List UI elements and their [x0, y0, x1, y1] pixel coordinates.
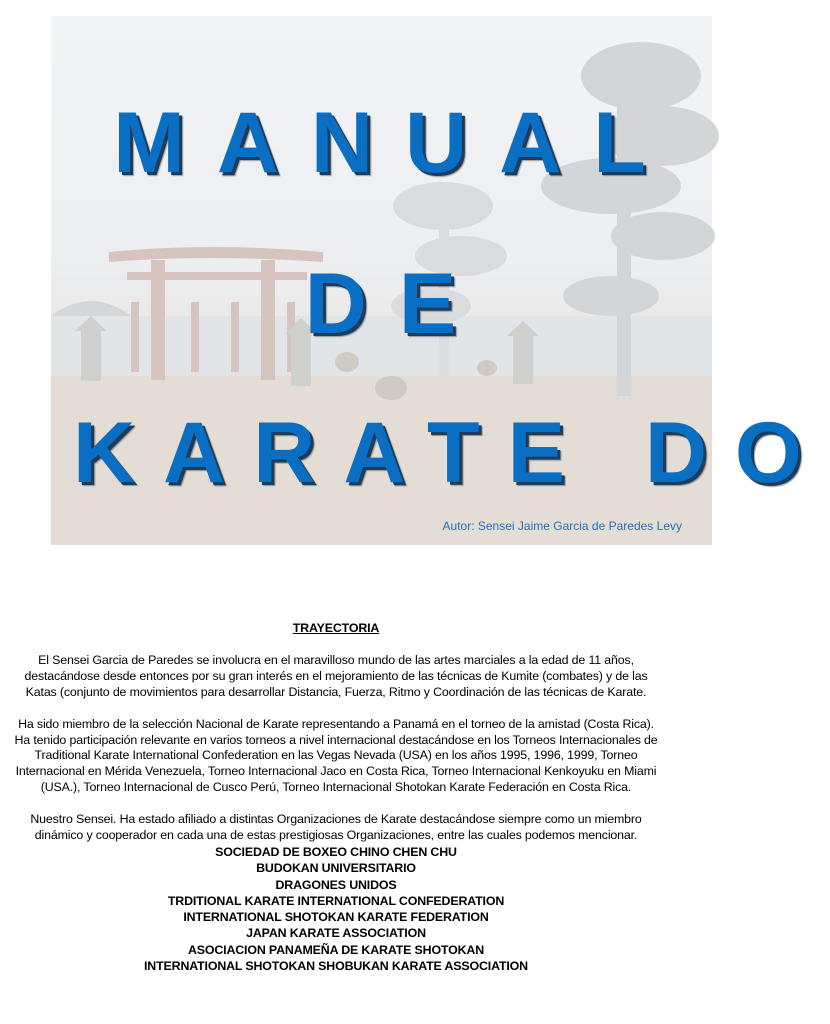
author-credit: Autor: Sensei Jaime Garcia de Paredes Levy	[442, 519, 682, 533]
organization-item: TRDITIONAL KARATE INTERNATIONAL CONFEDERATION	[167, 893, 505, 908]
cover-title-karate-do: KARATE DO	[73, 405, 830, 501]
organization-item: BUDOKAN UNIVERSITARIO	[256, 861, 416, 876]
section-heading: TRAYECTORIA	[292, 621, 380, 635]
organizations-list	[14, 844, 658, 974]
paragraph-intro: El Sensei Garcia de Paredes se involucra en el maravilloso mundo de las artes marciales a la edad de 11 años, destacándose desde entonces por su gran interés en el mejoramiento de las técnicas de Kumite (combates) y de las Katas (conjunto de movimientos para desarrollar Distancia, Fuerza, Ritmo y Coordinación de las técnicas de Karate.	[24, 652, 648, 699]
organization-item: INTERNATIONAL SHOTOKAN SHOBUKAN KARATE ASSOCIATION	[144, 959, 528, 974]
cover-title-manual: MANUAL	[113, 95, 678, 191]
organization-item: DRAGONES UNIDOS	[275, 877, 397, 892]
organization-item: SOCIEDAD DE BOXEO CHINO CHEN CHU	[215, 844, 457, 859]
organization-item: INTERNATIONAL SHOTOKAN KARATE FEDERATION	[183, 910, 489, 925]
paragraph-tournaments: Ha sido miembro de la selección Nacional de Karate representando a Panamá en el torneo de la amistad (Costa Rica). Ha tenido participación relevante en varios torneos a nivel internacional destacándose en los Torneos Internacionales de Traditional Karate International Confederation en las Vegas Nevada (USA) en los años 1995, 1996, 1999, Torneo Internacional en Mérida Venezuela, Torneo Internacional Jaco en Costa Rica, Torneo Internacional Kenkoyuku en Miami (USA.), Torneo Internacional de Cusco Perú, Torneo Internacional Shotokan Karate Federación en Costa Rica.	[14, 716, 658, 795]
organization-item: JAPAN KARATE ASSOCIATION	[246, 926, 426, 941]
cover-title-de: DE	[304, 256, 489, 352]
paragraph-affiliations: Nuestro Sensei. Ha estado afiliado a distintas Organizaciones de Karate destacándose siempre como un miembro dinámico y cooperador en cada una de estas prestigiosas Organizaciones, entre las cuales podemos mencionar.	[30, 812, 642, 843]
cover-image	[51, 16, 830, 545]
biography-section	[14, 621, 658, 974]
organization-item: ASOCIACION PANAMEÑA DE KARATE SHOTOKAN	[187, 942, 485, 957]
